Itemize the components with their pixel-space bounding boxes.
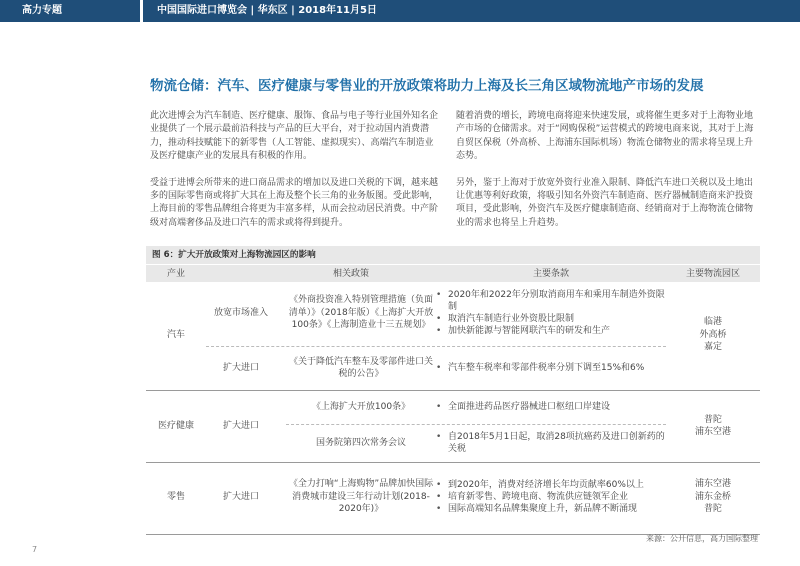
terms-health-1 xyxy=(436,392,666,422)
policy-auto-1: 《外商投资准入特别管理措施（负面清单）》（2018年版）《上海扩大开放100条》《上海制造业十三五规划》 xyxy=(288,295,434,331)
event-label: 中国国际进口博览会 | 华东区 | 2018年11月5日 xyxy=(143,0,800,22)
table-body xyxy=(146,282,760,536)
list-item: • 培育新零售、跨境电商、物流供应链领军企业 xyxy=(436,491,644,503)
parks-health: 普陀 浦东空港 xyxy=(694,414,731,437)
industry-auto: 汽车 xyxy=(166,329,185,340)
figure-caption: 图 6：扩大开放政策对上海物流园区的影响 xyxy=(146,246,760,264)
list-item: • 到2020年，消费对经济增长年均贡献率60%以上 xyxy=(436,479,644,491)
sub-import-retail: 扩大进口 xyxy=(222,491,259,502)
terms-auto-2 xyxy=(436,348,666,388)
header-policy: 相关政策 xyxy=(332,269,369,279)
header-industry: 产业 xyxy=(166,269,185,279)
table-header xyxy=(146,264,760,282)
policy-health-1: 《上海扩大开放100条》 xyxy=(311,401,411,412)
terms-list xyxy=(436,479,644,515)
paragraph: 受益于进博会所带来的进口商品需求的增加以及进口关税的下调，越来越多的国际零售商或将扩大其在上海及整个长三角的业务版图。受此影响，上海目前的零售品牌组合将更为丰富多样，从而会拉动居民消费。中产阶级对高端奢侈品及进口汽车的需求或将得到提升。 xyxy=(150,177,439,228)
sub-import-auto: 扩大进口 xyxy=(222,362,259,373)
body-right-column xyxy=(456,110,756,243)
policy-retail-1: 《全力打响“上海购物”品牌加快国际消费城市建设三年行动计划(2018-2020年)》 xyxy=(288,479,434,515)
page-number: 7 xyxy=(32,545,38,554)
header-terms: 主要条款 xyxy=(532,269,569,279)
page-title: 物流仓储：汽车、医疗健康与零售业的开放政策将助力上海及长三角区域物流地产市场的发展 xyxy=(150,78,704,94)
industry-health: 医疗健康 xyxy=(157,420,194,431)
list-item: • 全面推进药品医疗器械进口枢纽口岸建设 xyxy=(436,401,610,413)
header-parks: 主要物流园区 xyxy=(685,269,740,279)
list-item: • 加快新能源与智能网联汽车的研发和生产 xyxy=(436,325,666,337)
terms-list xyxy=(436,431,666,455)
page-header xyxy=(0,0,800,22)
terms-list xyxy=(436,362,644,374)
parks-retail: 浦东空港 浦东金桥 普陀 xyxy=(694,479,731,515)
sub-market-access: 放宽市场准入 xyxy=(213,307,268,318)
terms-list xyxy=(436,401,610,413)
industry-retail: 零售 xyxy=(166,491,185,502)
terms-health-2 xyxy=(436,426,666,460)
list-item: • 自2018年5月1日起，取消28项抗癌药及进口创新药的关税 xyxy=(436,431,666,455)
section-label: 高力专题 xyxy=(0,0,140,22)
terms-retail-1 xyxy=(436,464,666,530)
policy-health-2: 国务院第四次常务会议 xyxy=(315,437,406,448)
paragraph: 此次进博会为汽车制造、医疗健康、服饰、食品与电子等行业国外知名企业提供了一个展示最前沿科技与产品的巨大平台，对于拉动国内消费潜力，推动科技赋能下的新零售（人工智能、虚拟现实）、高端汽车制造业及医疗健康产业的发展具有积极的作用。 xyxy=(150,111,439,162)
list-item: • 国际高端知名品牌集聚度上升，新品牌不断涌现 xyxy=(436,503,644,515)
paragraph: 另外，鉴于上海对于放宽外资行业准入限制、降低汽车进口关税以及土地出让优惠等利好政策，将吸引知名外资汽车制造商、医疗器械制造商来沪投资项目，受此影响，外资汽车及医疗健康制造商、经销商对于上海物流仓储物业的需求也将呈上升趋势。 xyxy=(456,177,754,228)
terms-list xyxy=(436,289,666,337)
terms-auto-1 xyxy=(436,286,666,340)
policy-table xyxy=(146,264,760,536)
body-left-column xyxy=(150,110,440,243)
sub-import-health: 扩大进口 xyxy=(222,420,259,431)
policy-auto-2: 《关于降低汽车整车及零部件进口关税的公告》 xyxy=(288,356,433,379)
list-item: • 2020年和2022年分别取消商用车和乘用车制造外资限制 xyxy=(436,289,666,313)
source-note: 来源：公开信息，高力国际整理 xyxy=(646,534,758,543)
parks-auto: 临港 外高桥 嘉定 xyxy=(699,317,727,353)
paragraph: 随着消费的增长，跨境电商将迎来快速发展，或将催生更多对于上海物业地产市场的仓储需求。对于“网购保税”运营模式的跨境电商来说，其对于上海自贸区保税（外高桥、上海浦东国际机场）物流仓储物业的需求将呈现上升态势。 xyxy=(456,111,754,162)
list-item: • 取消汽车制造行业外资股比限制 xyxy=(436,313,666,325)
list-item: • 汽车整车税率和零部件税率分别下调至15%和6% xyxy=(436,362,644,374)
